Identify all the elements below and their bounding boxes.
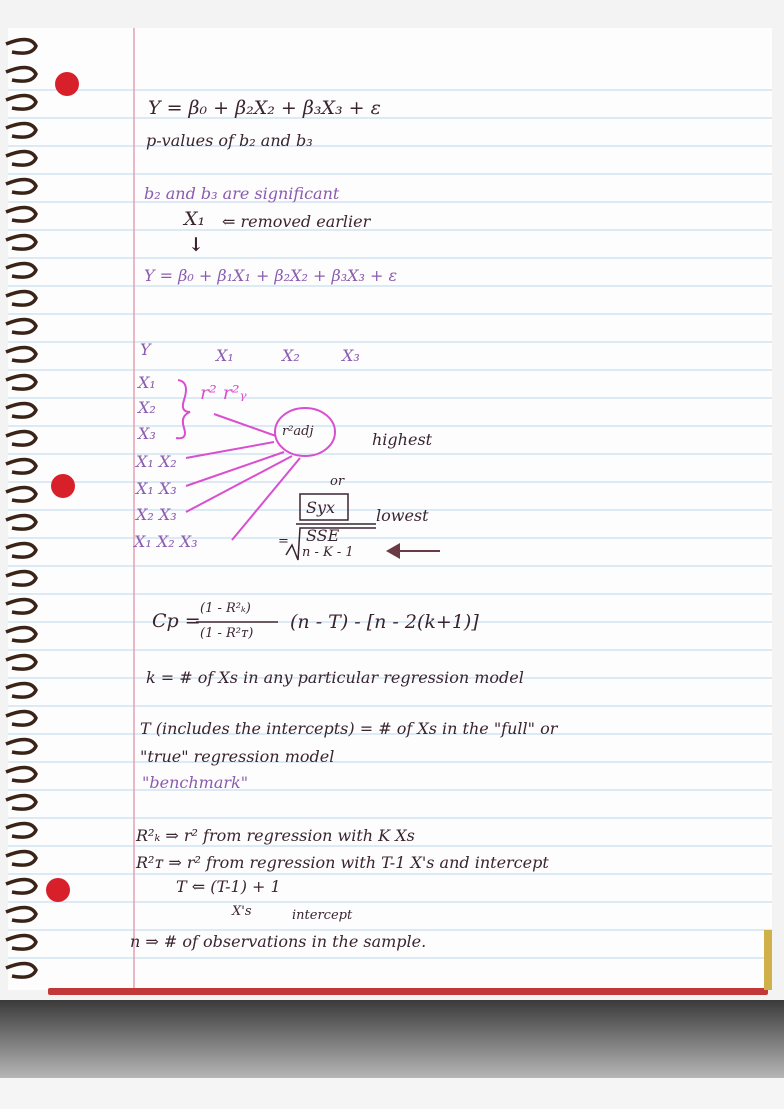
model-equation-reduced: Y = β₀ + β₂X₂ + β₃X₃ + ε [148, 97, 381, 119]
subset-item: X₂ X₃ [136, 505, 177, 524]
arrow-icon [386, 543, 440, 559]
or-label: or [330, 474, 345, 489]
removed-note: ⇐ removed earlier [222, 212, 371, 231]
subset-item: X₁ X₂ X₃ [134, 532, 198, 551]
cp-rest: (n - T) - [n - 2(k+1)] [290, 611, 479, 633]
rt-definition: R²ᴛ ⇒ r² from regression with T-1 X's and intercept [136, 853, 549, 872]
syx-label: Syx [306, 498, 336, 517]
removed-variable: X₁ [184, 208, 206, 230]
hole-punch [55, 72, 79, 96]
hole-punch [51, 474, 75, 498]
equals-sign: = [278, 534, 289, 549]
table-header-y: Y [140, 340, 151, 359]
benchmark-note: "benchmark" [142, 773, 249, 792]
t-equation: T ⇐ (T-1) + 1 [176, 877, 281, 896]
model-equation-full: Y = β₀ + β₁X₁ + β₂X₂ + β₃X₃ + ε [144, 266, 398, 285]
cp-numerator: (1 - R²ₖ) [200, 601, 251, 616]
subset-item: X₃ [138, 424, 156, 443]
r-squared-adjusted: r²adj [282, 424, 314, 439]
sse-label: SSE [306, 526, 340, 545]
t-definition-line2: "true" regression model [140, 747, 335, 766]
t-definition-line1: T (includes the intercepts) = # of Xs in the "full" or [140, 719, 558, 738]
subset-item: X₁ X₂ [136, 452, 177, 471]
lowest-label: lowest [376, 506, 429, 525]
xs-label: X's [232, 904, 252, 919]
highest-label: highest [372, 430, 433, 449]
n-k-1-label: n - K - 1 [302, 545, 354, 560]
subset-item: X₁ [138, 373, 156, 392]
rk-definition: R²ₖ ⇒ r² from regression with K Xs [136, 826, 415, 845]
n-definition: n ⇒ # of observations in the sample. [130, 932, 427, 951]
table-header-x3: X₃ [342, 346, 360, 365]
intercept-label: intercept [292, 908, 353, 923]
spiral-binding [6, 39, 36, 977]
cp-denominator: (1 - R²ᴛ) [200, 626, 254, 641]
r-squared-labels: r² r²ᵧ [200, 382, 247, 404]
page-edge [764, 930, 772, 990]
k-definition: k = # of Xs in any particular regression model [146, 668, 524, 687]
notebook-cover-edge [48, 988, 768, 995]
table-header-x1: X₁ [216, 346, 234, 365]
significance-note: b₂ and b₃ are significant [144, 184, 340, 203]
hole-punch [46, 878, 70, 902]
down-arrow-icon: ↓ [188, 234, 204, 256]
cp-label: Cp = [152, 610, 201, 632]
subset-item: X₂ [138, 398, 156, 417]
p-values-note: p-values of b₂ and b₃ [146, 131, 313, 150]
subset-item: X₁ X₃ [136, 479, 177, 498]
table-header-x2: X₂ [282, 346, 300, 365]
